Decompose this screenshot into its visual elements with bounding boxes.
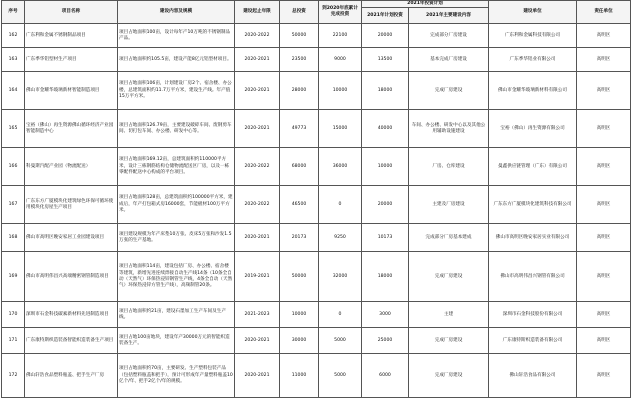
header-unit: 建设单位 bbox=[489, 1, 577, 24]
cell-invest: 10000 bbox=[280, 302, 319, 328]
table-row bbox=[2, 302, 631, 328]
header-plan-invest: 2021年计划投资 bbox=[362, 8, 409, 24]
cell-seq: 162 bbox=[2, 24, 25, 48]
header-resp: 责任单位 bbox=[577, 1, 631, 24]
header-invest: 总投资 bbox=[280, 1, 319, 24]
cell-content: 项目占地面积106亩，计划建设厂房2个、宿舍楼、办公楼，总建筑面积约11.7万平方米，建设生产线。年产值15万平方米。 bbox=[118, 72, 235, 110]
cell-plan-content: 厂房、仓库建设 bbox=[409, 148, 489, 186]
cell-invest: 50000 bbox=[280, 24, 319, 48]
header-period: 建设起止年限 bbox=[235, 1, 280, 24]
cell-plan-content: 完成厂房建设 bbox=[409, 328, 489, 354]
cell-invest: 68000 bbox=[280, 148, 319, 186]
cell-seq: 163 bbox=[2, 48, 25, 72]
table-row bbox=[2, 186, 631, 224]
cell-content: 项目占地面积约105.5亩，建设产能8亿元铝型材项目。 bbox=[118, 48, 235, 72]
table-body bbox=[2, 24, 631, 398]
cell-plan-content: 完成厂房建设 bbox=[409, 354, 489, 398]
cell-done: 9250 bbox=[319, 224, 362, 252]
cell-invest: 50000 bbox=[280, 252, 319, 302]
table-row bbox=[2, 224, 631, 252]
cell-resp: 高明区 bbox=[577, 328, 631, 354]
cell-unit: 曼鑫供应链管理（广东）有限公司 bbox=[489, 148, 577, 186]
cell-plan-content: 主建 bbox=[409, 302, 489, 328]
cell-period: 2020-2021 bbox=[235, 72, 280, 110]
cell-unit: 广东康特斯织造装备有限公司 bbox=[489, 328, 577, 354]
cell-name: 佛山轩浩食品塑料瓶盖、把手生产厂房 bbox=[25, 354, 118, 398]
cell-resp: 高明区 bbox=[577, 354, 631, 398]
cell-unit: 佛山市高明区晚安家居实业有限公司 bbox=[489, 224, 577, 252]
cell-done: 36000 bbox=[319, 148, 362, 186]
table-row bbox=[2, 72, 631, 110]
header-plan-group: 2021年投资计划 bbox=[362, 1, 489, 8]
cell-seq: 172 bbox=[2, 354, 25, 398]
cell-done: 22100 bbox=[319, 24, 362, 48]
cell-name: 佛山市高明区晚安家居工业园建设项目 bbox=[25, 224, 118, 252]
cell-invest: 11000 bbox=[280, 354, 319, 398]
cell-seq: 169 bbox=[2, 252, 25, 302]
cell-done: 5000 bbox=[319, 354, 362, 398]
cell-plan: 25000 bbox=[362, 328, 409, 354]
cell-period: 2020-2022 bbox=[235, 24, 280, 48]
cell-plan: 6000 bbox=[362, 354, 409, 398]
cell-resp: 高明区 bbox=[577, 302, 631, 328]
cell-content: 项目占地面积约70亩，主要研发、生产塑料包装产品（包括塑料瓶盖和把手），预计可形成年产量塑料瓶盖10亿个/年、把手2亿个/年的规模。 bbox=[118, 354, 235, 398]
cell-content: 项目占地面积128亩，总建筑面积约100000平方米，建成后，年产打包箱式房16000套，节能板材100万平方米。 bbox=[118, 186, 235, 224]
cell-unit: 广东利和金属科技有限公司 bbox=[489, 24, 577, 48]
cell-period: 2020-2022 bbox=[235, 186, 280, 224]
cell-invest: 30000 bbox=[280, 328, 319, 354]
cell-content: 项目建设规模为年产床垫10万张、皮床5万张和沙发1.5万张的生产基地。 bbox=[118, 224, 235, 252]
cell-invest: 49773 bbox=[280, 110, 319, 148]
cell-plan-content: 基本完成厂房建设 bbox=[409, 48, 489, 72]
header-name: 项目名称 bbox=[25, 1, 118, 24]
cell-content: 项目占地100亩地块，建设年产30000万元的智能织造装备生产。 bbox=[118, 328, 235, 354]
cell-plan: 18000 bbox=[362, 72, 409, 110]
cell-invest: 23500 bbox=[280, 48, 319, 72]
cell-done: 32000 bbox=[319, 252, 362, 302]
cell-unit: 佛山市高明伟昌兴钢管有限公司 bbox=[489, 252, 577, 302]
cell-resp: 高明区 bbox=[577, 148, 631, 186]
table-row bbox=[2, 354, 631, 398]
cell-name: 宝裕（佛山）再生资源佛山循环经济产业园智能制造中心 bbox=[25, 110, 118, 148]
cell-plan-content: 完成厂房建设 bbox=[409, 72, 489, 110]
cell-plan: 3000 bbox=[362, 302, 409, 328]
header-content: 建设内容及规模 bbox=[118, 1, 235, 24]
cell-seq: 170 bbox=[2, 302, 25, 328]
cell-unit: 广东季华铝业有限公司 bbox=[489, 48, 577, 72]
cell-invest: 28000 bbox=[280, 72, 319, 110]
header-seq: 序号 bbox=[2, 1, 25, 24]
cell-done: 5000 bbox=[319, 328, 362, 354]
cell-period: 2020-2021 bbox=[235, 328, 280, 354]
cell-plan: 20000 bbox=[362, 186, 409, 224]
header-plan-content: 2021年主要建设内容 bbox=[409, 8, 489, 24]
cell-invest: 20173 bbox=[280, 224, 319, 252]
cell-resp: 高明区 bbox=[577, 224, 631, 252]
cell-period: 2020-2021 bbox=[235, 110, 280, 148]
cell-unit: 宝裕（佛山）再生资源有限公司 bbox=[489, 110, 577, 148]
cell-period: 2020-2021 bbox=[235, 354, 280, 398]
cell-name: 深圳市石金科技碳素新材料先进制造项目 bbox=[25, 302, 118, 328]
cell-invest: 46500 bbox=[280, 186, 319, 224]
cell-plan: 10173 bbox=[362, 224, 409, 252]
cell-plan: 13500 bbox=[362, 48, 409, 72]
cell-content: 项目占地面积约21亩，建设石墨加工生产车间及生产线。 bbox=[118, 302, 235, 328]
cell-resp: 高明区 bbox=[577, 186, 631, 224]
table-row bbox=[2, 328, 631, 354]
cell-unit: 佛山轩浩食品有限公司 bbox=[489, 354, 577, 398]
cell-plan: 20000 bbox=[362, 24, 409, 48]
cell-name: 广东东方广厦模块化建筑绿色环保可循环使用模块化房屋生产项目 bbox=[25, 186, 118, 224]
table-row bbox=[2, 110, 631, 148]
cell-content: 项目占地面积114亩，建设包括厂房、办公楼、宿舍楼等建筑，新增先进连续焊接自动生产线14条（10条全自动（天然气）环保热浸锌钢管生产线，4条全自动（天然气）环保热浸锌方管生产线），高频制管20条。 bbox=[118, 252, 235, 302]
cell-resp: 高明区 bbox=[577, 72, 631, 110]
cell-done: 0 bbox=[319, 302, 362, 328]
cell-done: 9000 bbox=[319, 48, 362, 72]
cell-unit: 佛山市金耀华玻璃新材料有限公司 bbox=[489, 72, 577, 110]
cell-seq: 167 bbox=[2, 186, 25, 224]
cell-resp: 高明区 bbox=[577, 48, 631, 72]
cell-content: 项目占地面积100亩，设计每年产10万吨的不锈钢制品产品。 bbox=[118, 24, 235, 48]
cell-name: 佛山市高明伟昌兴高端精密钢管制造项目 bbox=[25, 252, 118, 302]
cell-plan-content: 完成部分厂房建设 bbox=[409, 24, 489, 48]
cell-seq: 166 bbox=[2, 148, 25, 186]
cell-period: 2020-2021 bbox=[235, 48, 280, 72]
table-row bbox=[2, 24, 631, 48]
table-row bbox=[2, 252, 631, 302]
cell-unit: 广东东方广厦模块化建筑科技有限公司 bbox=[489, 186, 577, 224]
table-header bbox=[2, 1, 631, 24]
cell-plan-content: 车间、办公楼、研发中心以及其他公用辅助设施建设 bbox=[409, 110, 489, 148]
cell-resp: 高明区 bbox=[577, 252, 631, 302]
cell-content: 项目占地面积169.12亩，总建筑面积约110000平方米，设计三栋钢筋结构仓储物流配送区厂房，以及一栋零配件配送中心构成的平台项目。 bbox=[118, 148, 235, 186]
cell-plan: 40000 bbox=[362, 110, 409, 148]
cell-plan-content: 完成部分厂房基本建成 bbox=[409, 224, 489, 252]
cell-name: 佛山市金耀华玻璃新材智能制造项目 bbox=[25, 72, 118, 110]
cell-done: 0 bbox=[319, 186, 362, 224]
cell-resp: 高明区 bbox=[577, 24, 631, 48]
cell-seq: 165 bbox=[2, 110, 25, 148]
cell-name: 科曼斯汽配产业园（物流配送） bbox=[25, 148, 118, 186]
project-table bbox=[1, 0, 631, 398]
cell-done: 10000 bbox=[319, 72, 362, 110]
cell-name: 广东季华铝型材生产项目 bbox=[25, 48, 118, 72]
cell-resp: 高明区 bbox=[577, 110, 631, 148]
table-row bbox=[2, 48, 631, 72]
cell-plan: 18000 bbox=[362, 252, 409, 302]
cell-content: 项目占地面积126.79亩，主要建设破碎车间、废钢剪车间、切打包车间、办公楼、研发中心等。 bbox=[118, 110, 235, 148]
cell-seq: 168 bbox=[2, 224, 25, 252]
cell-unit: 深圳市石金科技股份有限公司 bbox=[489, 302, 577, 328]
cell-period: 2020-2021 bbox=[235, 224, 280, 252]
cell-name: 广东康特斯织造装备智能织造装备生产项目 bbox=[25, 328, 118, 354]
header-done2020: 到2020年底累计完成投资 bbox=[319, 1, 362, 24]
cell-period: 2019-2021 bbox=[235, 252, 280, 302]
cell-period: 2021-2023 bbox=[235, 302, 280, 328]
cell-period: 2020-2022 bbox=[235, 148, 280, 186]
cell-plan-content: 完成厂房建设 bbox=[409, 252, 489, 302]
cell-seq: 171 bbox=[2, 328, 25, 354]
cell-plan: 10000 bbox=[362, 148, 409, 186]
table-row bbox=[2, 148, 631, 186]
cell-seq: 164 bbox=[2, 72, 25, 110]
cell-name: 广东利和金属不锈钢制品项目 bbox=[25, 24, 118, 48]
cell-done: 15000 bbox=[319, 110, 362, 148]
cell-plan-content: 主建及厂房建设 bbox=[409, 186, 489, 224]
